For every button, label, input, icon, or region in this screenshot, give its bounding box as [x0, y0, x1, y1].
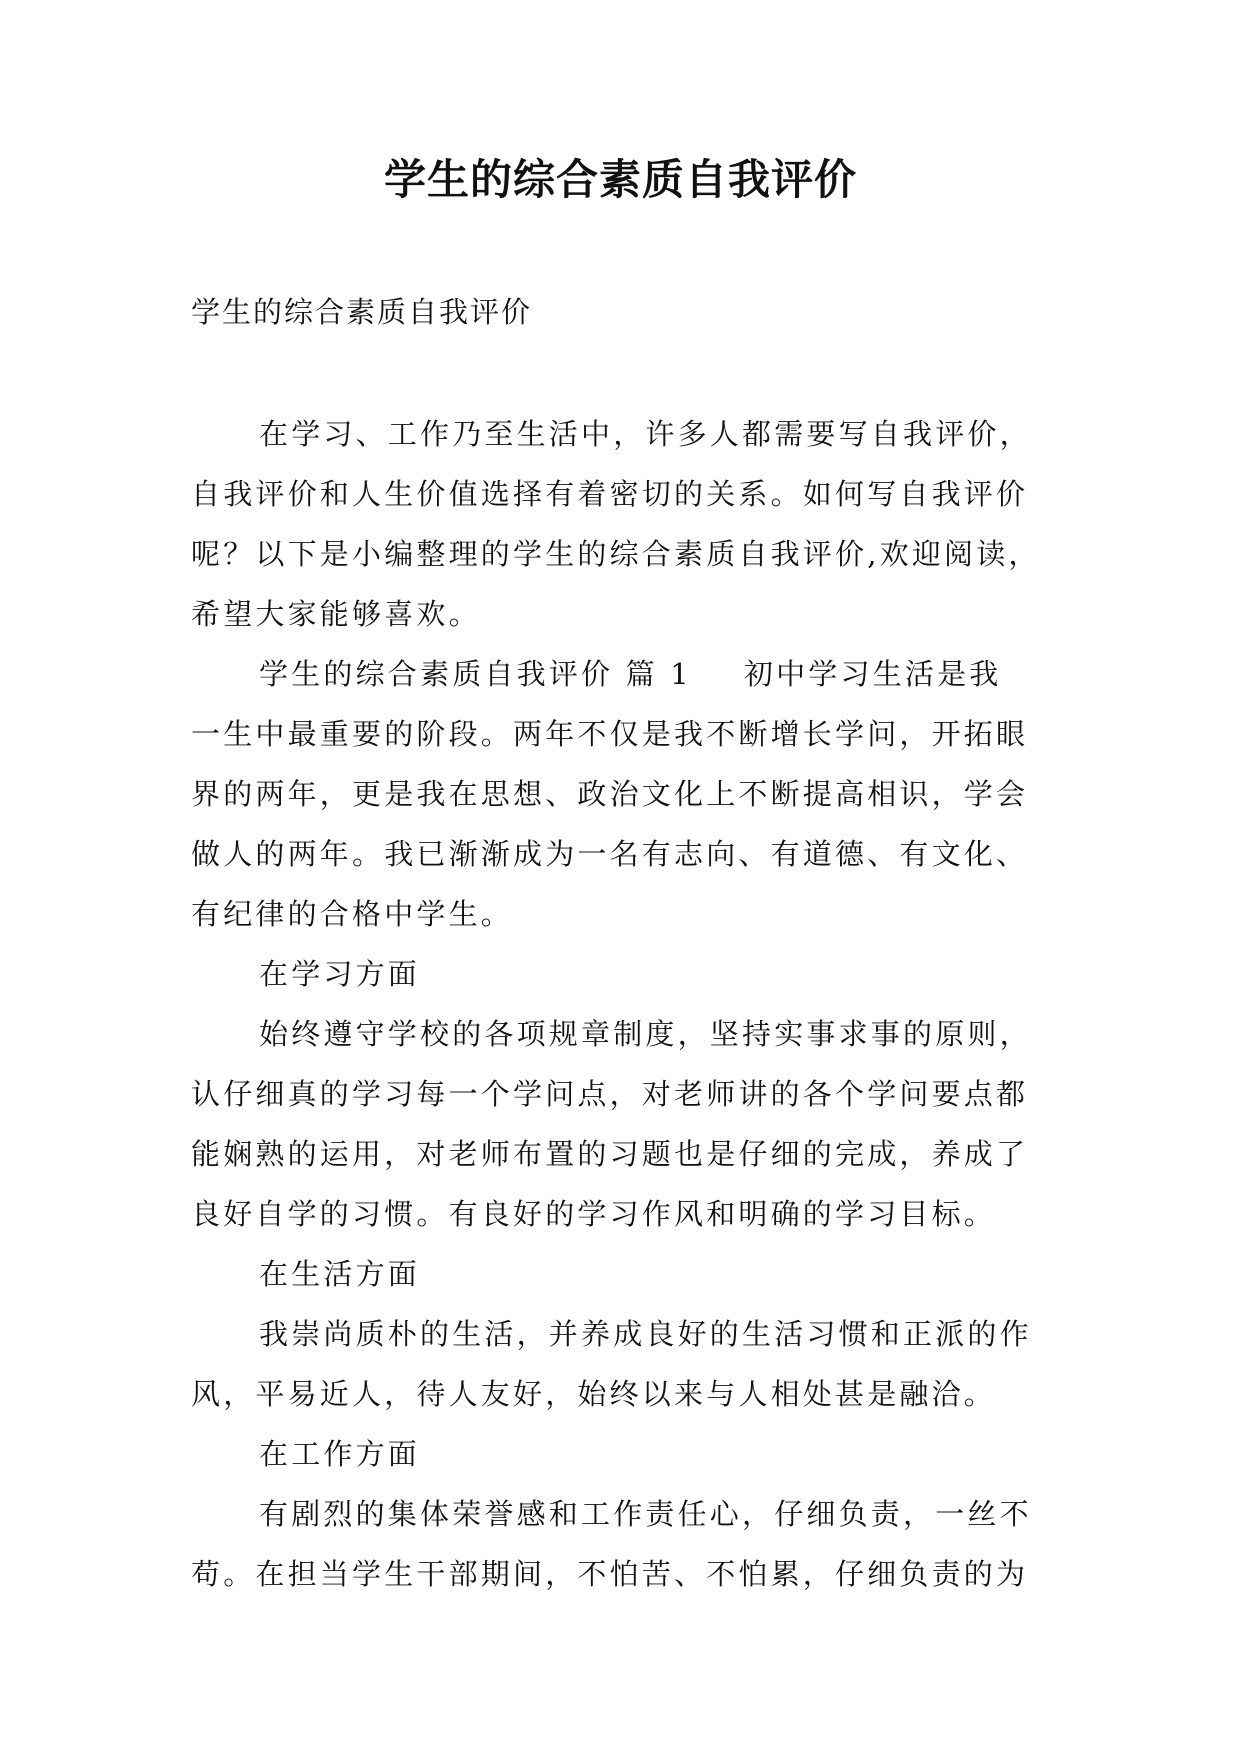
paragraph-line: 良好自学的习惯。有良好的学习作风和明确的学习目标。 — [191, 1197, 997, 1231]
paragraph-line: 苟。在担当学生干部期间，不怕苦、不怕累，仔细负责的为 — [191, 1557, 1029, 1591]
subheading-life: 在生活方面 — [259, 1257, 421, 1291]
paragraph-line: 做人的两年。我已渐渐成为一名有志向、有道德、有文化、 — [191, 837, 1029, 871]
paragraph-line: 有剧烈的集体荣誉感和工作责任心，仔细负责，一丝不 — [259, 1497, 1032, 1531]
section-heading: 学生的综合素质自我评价 篇 1 — [259, 657, 692, 691]
subheading-work: 在工作方面 — [259, 1437, 421, 1471]
paragraph-line: 认仔细真的学习每一个学问点，对老师讲的各个学问要点都 — [191, 1077, 1029, 1111]
paragraph-line: 有纪律的合格中学生。 — [191, 897, 514, 931]
paragraph-line: 希望大家能够喜欢。 — [191, 597, 481, 631]
paragraph-line: 自我评价和人生价值选择有着密切的关系。如何写自我评价 — [191, 477, 1029, 511]
paragraph-line: 在学习、工作乃至生活中，许多人都需要写自我评价， — [259, 417, 1032, 451]
paragraph-line: 始终遵守学校的各项规章制度，坚持实事求事的原则， — [259, 1017, 1032, 1051]
paragraph-start: 初中学习生活是我 — [743, 657, 1002, 691]
paragraph-line: 界的两年，更是我在思想、政治文化上不断提高相识，学会 — [191, 777, 1029, 811]
paragraph-line: 一生中最重要的阶段。两年不仅是我不断增长学问，开拓眼 — [191, 717, 1029, 751]
paragraph-line: 能娴熟的运用，对老师布置的习题也是仔细的完成，养成了 — [191, 1137, 1029, 1171]
section-heading-line — [191, 644, 1057, 704]
paragraph-line: 风，平易近人，待人友好，始终以来与人相处甚是融洽。 — [191, 1377, 997, 1411]
paragraph-line: 我崇尚质朴的生活，并养成良好的生活习惯和正派的作 — [259, 1317, 1032, 1351]
document-subtitle: 学生的综合素质自我评价 — [191, 295, 533, 329]
document-title: 学生的综合素质自我评价 — [383, 155, 857, 204]
subheading-study: 在学习方面 — [259, 957, 421, 991]
document-body — [191, 404, 1057, 1604]
paragraph-line: 呢？以下是小编整理的学生的综合素质自我评价,欢迎阅读， — [191, 537, 1041, 571]
